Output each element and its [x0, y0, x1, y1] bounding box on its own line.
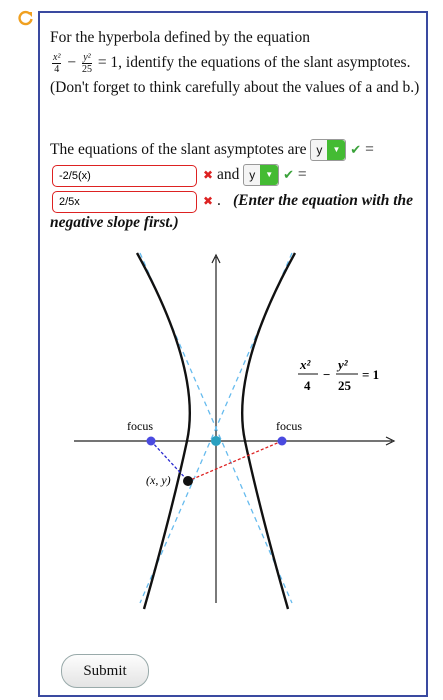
right-focus-point	[278, 437, 287, 446]
center-point	[211, 436, 221, 446]
curve-point	[183, 476, 193, 486]
right-focus-label: focus	[276, 419, 302, 433]
point-label: (x, y)	[146, 473, 171, 487]
svg-text:−: −	[323, 367, 331, 382]
svg-text:25: 25	[338, 378, 351, 393]
and-text: and	[216, 166, 240, 183]
chevron-down-icon[interactable]: ▼	[327, 140, 345, 160]
x-fraction: $\frac{\text{x²}}{4}$	[53, 51, 61, 75]
svg-text:= 1: = 1	[362, 367, 380, 382]
left-focus-point	[147, 437, 156, 446]
check-icon: ✔	[283, 168, 294, 183]
chevron-down-icon[interactable]: ▼	[260, 165, 278, 185]
question-text: For the hyperbola defined by the equation $\frac{\text{x²}}{4}$ − $\frac{\text{y²}}{25}$ = 1, identify the equations of the slant asymptotes. (Don't forget to think carefully about the values of a and b.)	[50, 29, 420, 96]
dropdown-1[interactable]: y ▼	[310, 139, 346, 161]
svg-text:4: 4	[304, 378, 311, 393]
submit-button[interactable]: Submit	[61, 654, 149, 688]
answer-line-3: ✖ .	[203, 192, 221, 209]
refresh-icon[interactable]	[17, 9, 35, 27]
question-panel	[38, 11, 428, 697]
answer-prefix: The equations of the slant asymptotes are	[50, 141, 307, 158]
left-focus-label: focus	[127, 419, 153, 433]
answer-input-2[interactable]: 2/5x	[52, 191, 197, 213]
x-mark-icon: ✖	[203, 168, 214, 182]
equals-sign: =	[365, 141, 374, 158]
answer-line-2	[203, 164, 307, 187]
answer-line-1	[50, 139, 374, 162]
dropdown-2[interactable]: y ▼	[243, 164, 279, 186]
svg-text:x²: x²	[300, 357, 311, 372]
question-rest: = 1, identify the equations of the slant asymptotes. (Don't forget to think carefully about the values of a and b.)	[50, 54, 420, 96]
svg-text:y²: y²	[338, 357, 348, 372]
instruction-text: (Enter the equation with the negative slope first.)	[50, 192, 414, 231]
figure-equation	[298, 357, 379, 393]
equals-sign: =	[297, 166, 307, 183]
hyperbola-figure	[64, 251, 404, 611]
question-intro: For the hyperbola defined by the equation	[50, 29, 310, 46]
answer-input-1[interactable]: -2/5(x)	[52, 165, 197, 187]
check-icon: ✔	[350, 143, 362, 158]
x-mark-icon: ✖	[203, 194, 214, 208]
y-fraction: $\frac{\text{y²}}{25}$	[81, 51, 92, 75]
